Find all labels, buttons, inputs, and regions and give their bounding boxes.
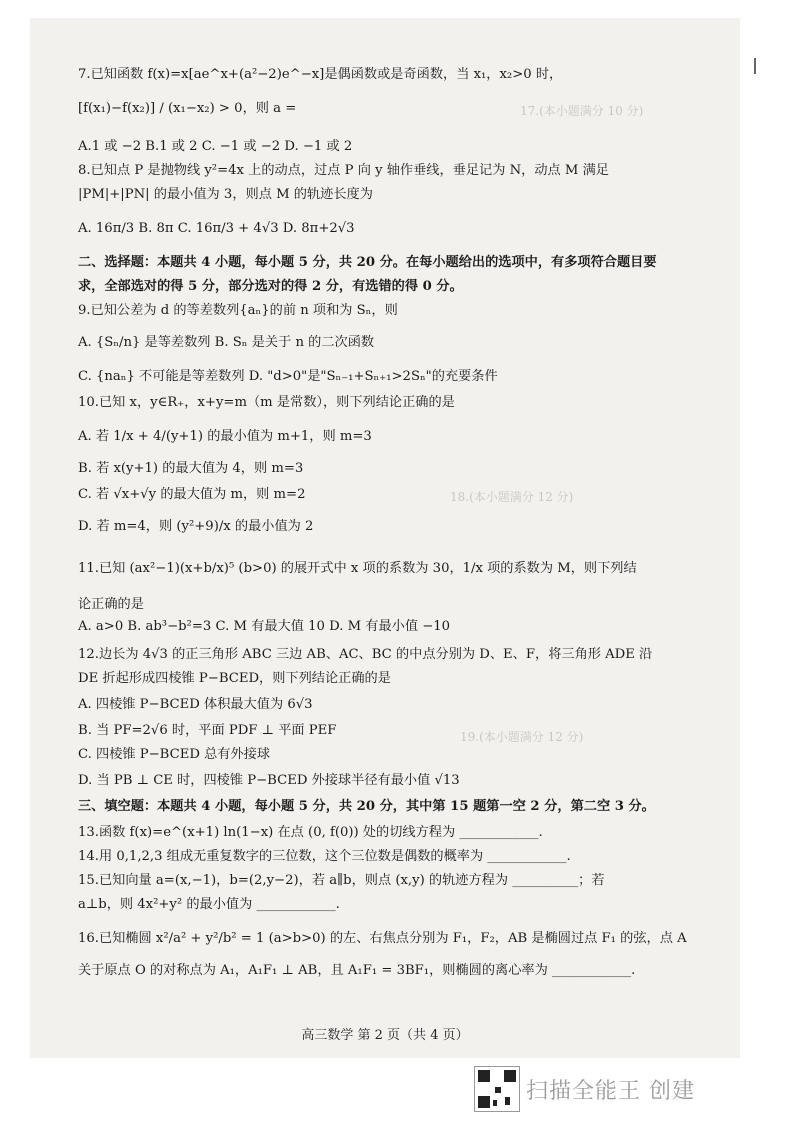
text-line: 论正确的是 [78,597,144,612]
text-line: 16.已知椭圆 x²/a² + y²/b² = 1 (a>b>0) 的左、右焦点分别为 F₁，F₂，AB 是椭圆过点 F₁ 的弦，点 A [78,931,687,946]
text-line: DE 折起形成四棱锥 P−BCED，则下列结论正确的是 [78,671,391,686]
qr-code-icon [474,1066,520,1112]
text-line: A. 四棱锥 P−BCED 体积最大值为 6√3 [78,697,313,712]
text-line: 二、选择题：本题共 4 小题，每小题 5 分，共 20 分。在每小题给出的选项中，有多项符合题目要 [78,255,657,270]
text-line: [f(x₁)−f(x₂)] / (x₁−x₂) > 0，则 a = [78,101,297,116]
bleed-through-text: 17.(本小题满分 10 分) [520,104,644,118]
text-line: A. 16π/3 B. 8π C. 16π/3 + 4√3 D. 8π+2√3 [78,221,355,236]
text-line: A. {Sₙ/n} 是等差数列 B. Sₙ 是关于 n 的二次函数 [78,335,375,350]
text-line: 15.已知向量 a=(x,−1)，b=(2,y−2)，若 a∥b，则点 (x,y) 的轨迹方程为 __________；若 [78,873,605,888]
text-line: 三、填空题：本题共 4 小题，每小题 5 分，共 20 分，其中第 15 题第一空 2 分，第二空 3 分。 [78,799,655,814]
text-line: C. 若 √x+√y 的最大值为 m，则 m=2 [78,487,306,502]
text-line: 7.已知函数 f(x)=x[ae^x+(a²−2)e^−x]是偶函数或是奇函数，当 x₁，x₂>0 时， [78,67,563,82]
text-line: 10.已知 x，y∈R₊，x+y=m（m 是常数），则下列结论正确的是 [78,395,455,410]
bleed-through-text: 18.(本小题满分 12 分) [450,490,574,504]
text-line: 求，全部选对的得 5 分，部分选对的得 2 分，有选错的得 0 分。 [78,279,463,294]
scan-edge-mark [754,58,756,74]
text-line: A. 若 1/x + 4/(y+1) 的最小值为 m+1，则 m=3 [78,429,372,444]
text-line: 8.已知点 P 是抛物线 y²=4x 上的动点，过点 P 向 y 轴作垂线，垂足记为 N，动点 M 满足 [78,163,609,178]
text-line: A. a>0 B. ab³−b²=3 C. M 有最大值 10 D. M 有最小值 −10 [78,619,451,634]
text-line: C. {naₙ} 不可能是等差数列 D. "d>0"是"Sₙ₋₁+Sₙ₊₁>2Sₙ"的充要条件 [78,369,498,384]
text-line: 11.已知 (ax²−1)(x+b/x)⁵ (b>0) 的展开式中 x 项的系数为 30，1/x 项的系数为 M，则下列结 [78,561,637,576]
scanner-watermark: 扫描全能王 创建 [526,1079,695,1104]
text-line: B. 当 PF=2√6 时，平面 PDF ⊥ 平面 PEF [78,723,337,738]
text-line: 12.边长为 4√3 的正三角形 ABC 三边 AB、AC、BC 的中点分别为 D、E、F，将三角形 ADE 沿 [78,647,653,662]
text-line: 13.函数 f(x)=e^(x+1) ln(1−x) 在点 (0, f(0)) 处的切线方程为 ____________. [78,825,543,840]
text-line: D. 若 m=4，则 (y²+9)/x 的最小值为 2 [78,519,314,534]
text-line: 14.用 0,1,2,3 组成无重复数字的三位数，这个三位数是偶数的概率为 ____________. [78,849,571,864]
text-line: 9.已知公差为 d 的等差数列{aₙ}的前 n 项和为 Sₙ，则 [78,303,398,318]
text-line: C. 四棱锥 P−BCED 总有外接球 [78,747,271,762]
text-line: A.1 或 −2 B.1 或 2 C. −1 或 −2 D. −1 或 2 [78,139,353,154]
bleed-through-text: 19.(本小题满分 12 分) [460,730,584,744]
text-line: D. 当 PB ⊥ CE 时，四棱锥 P−BCED 外接球半径有最小值 √13 [78,773,460,788]
page-footer: 高三数学 第 2 页（共 4 页） [301,1028,469,1043]
exam-page [30,18,740,1058]
text-line: B. 若 x(y+1) 的最大值为 4，则 m=3 [78,461,304,476]
text-line: a⊥b，则 4x²+y² 的最小值为 ____________. [78,897,340,912]
text-line: |PM|+|PN| 的最小值为 3，则点 M 的轨迹长度为 [78,187,373,202]
text-line: 关于原点 O 的对称点为 A₁，A₁F₁ ⊥ AB，且 A₁F₁ = 3BF₁，则椭圆的离心率为 ____________. [78,963,636,978]
